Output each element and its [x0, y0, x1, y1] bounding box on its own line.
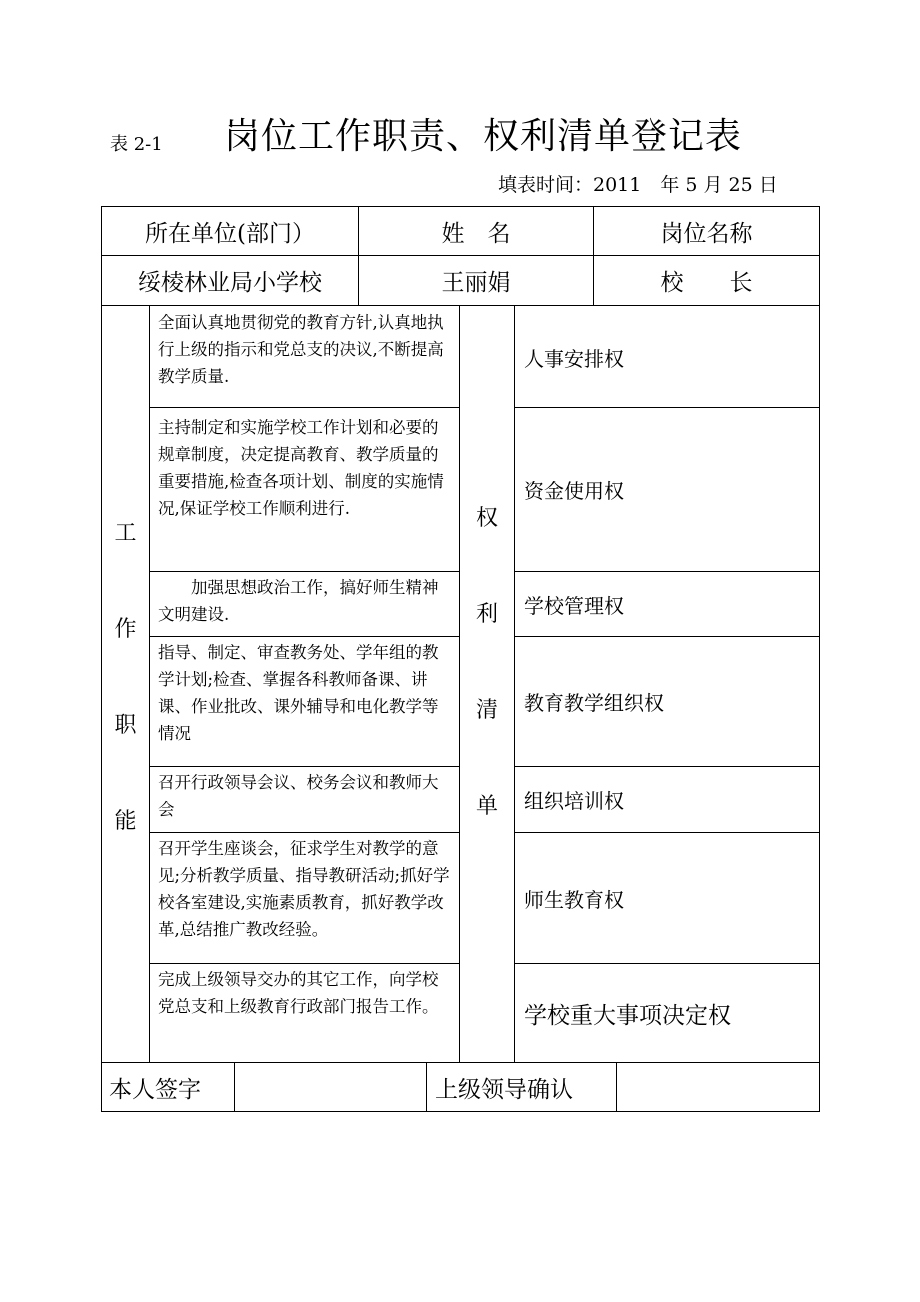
rights-label-char: 清	[475, 698, 498, 723]
duties-label-char: 能	[114, 809, 137, 834]
right-item: 人事安排权	[524, 346, 624, 371]
registration-table	[101, 206, 820, 1112]
right-item: 资金使用权	[524, 479, 624, 503]
post-header: 岗位名称	[660, 220, 753, 247]
duty-item: 召开行政领导会议、校务会议和教师大会	[158, 773, 439, 819]
name-value: 王丽娟	[441, 270, 511, 296]
name-header: 姓 名	[441, 220, 511, 247]
fill-date: 填表时间：2011 年 5 月 25 日	[498, 174, 778, 196]
right-item: 学校管理权	[524, 593, 624, 618]
duty-item: 主持制定和实施学校工作计划和必要的规章制度，决定提高教育、教学质量的重要措施,检查各项计划、制度的实施情况,保证学校工作顺利进行.	[158, 418, 444, 518]
leader-confirm-label: 上级领导确认	[435, 1076, 573, 1103]
duty-item: 召开学生座谈会，征求学生对教学的意见;分析教学质量、指导教研活动;抓好学校各室建设,实施素质教育，抓好教学改革,总结推广教改经验。	[158, 839, 450, 939]
self-sign-field[interactable]	[235, 1063, 426, 1111]
right-item: 师生教育权	[524, 887, 624, 912]
right-item: 教育教学组织权	[524, 691, 664, 715]
unit-header: 所在单位(部门）	[145, 220, 315, 247]
unit-value: 绥棱林业局小学校	[138, 270, 322, 296]
duties-label-char: 职	[114, 713, 137, 738]
rights-label-char: 单	[475, 794, 498, 819]
table-number: 表 2-1	[110, 134, 163, 155]
post-value: 校 长	[660, 270, 753, 296]
rights-label-char: 权	[475, 506, 498, 531]
duties-label	[102, 516, 149, 835]
self-sign-label: 本人签字	[109, 1076, 201, 1103]
duty-item: 指导、制定、审查教务处、学年组的教学计划;检查、掌握各科教师备课、讲课、作业批改、课外辅导和电化教学等情况	[158, 643, 439, 743]
page-title: 岗位工作职责、权利清单登记表	[224, 116, 743, 157]
duty-item: 完成上级领导交办的其它工作，向学校党总支和上级教育行政部门报告工作。	[158, 970, 439, 1016]
duty-item: 全面认真地贯彻党的教育方针,认真地执行上级的指示和党总支的决议,不断提高教学质量.	[158, 313, 444, 386]
rights-label-char: 利	[475, 602, 498, 627]
right-item: 学校重大事项决定权	[524, 1002, 731, 1029]
duties-label-char: 工	[114, 521, 137, 546]
duty-item: 加强思想政治工作，搞好师生精神文明建设.	[158, 578, 439, 624]
leader-confirm-field[interactable]	[617, 1063, 819, 1111]
rights-label	[460, 501, 514, 820]
duties-label-char: 作	[114, 617, 137, 642]
right-item: 组织培训权	[524, 789, 624, 813]
